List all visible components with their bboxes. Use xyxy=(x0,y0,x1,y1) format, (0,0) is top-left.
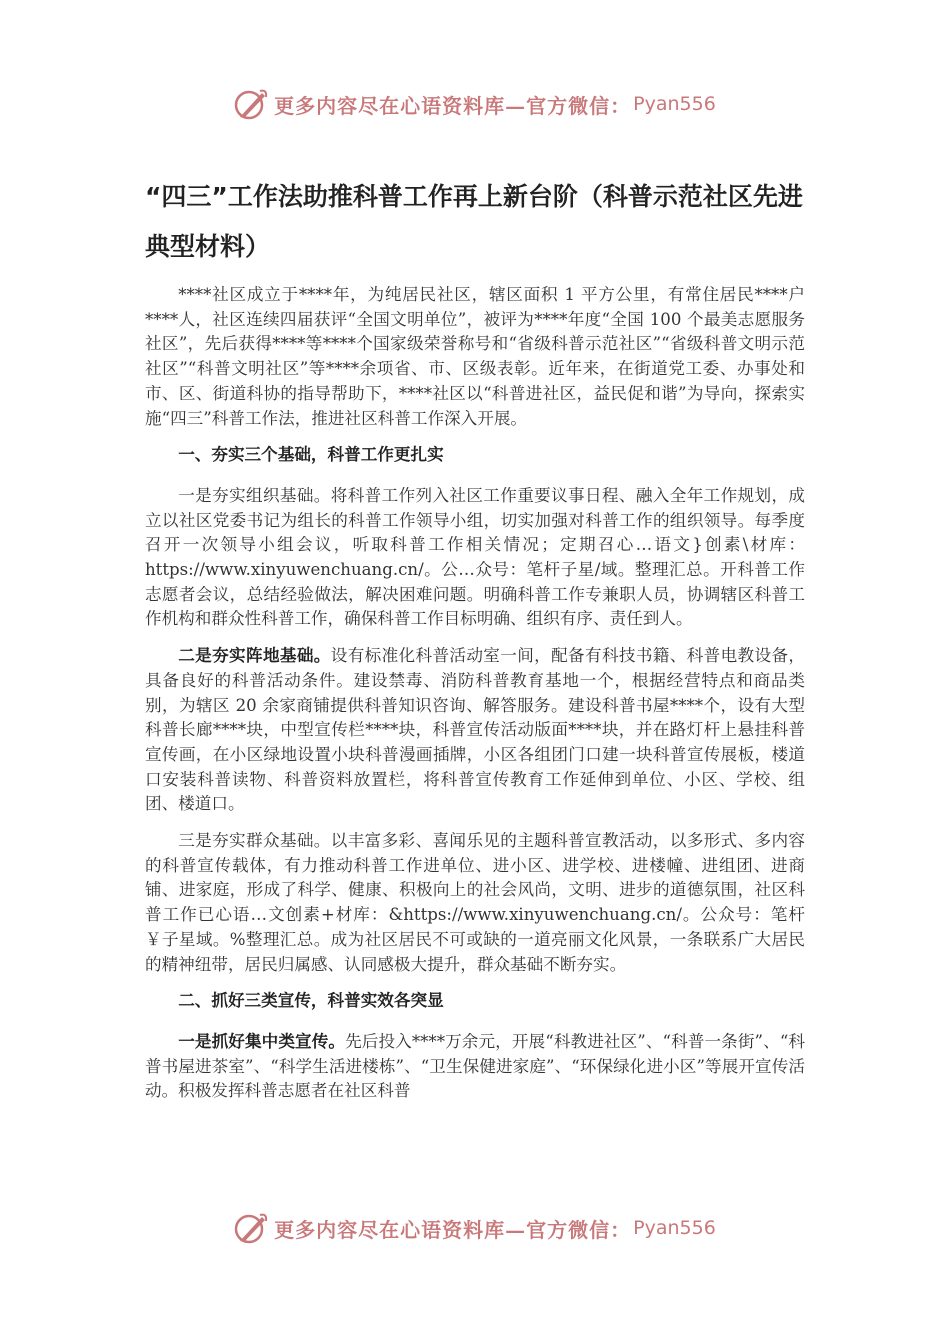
paragraph-centralized-publicity xyxy=(145,1030,805,1104)
paragraph-lead: 二是夯实阵地基础。 xyxy=(178,646,331,666)
intro-paragraph: ****社区成立于****年，为纯居民社区，辖区面积 1 平方公里，有常住居民****户****人，社区连续四届获评“全国文明单位”，被评为****年度“全国 100 个最美志愿服务社区”，先后获得****等****个国家级荣誉称号和“省级科普示范社区”“省级科普文明示范社区”“科普文明社区”等****余项省、市、区级表彰。近年来，在街道党工委、办事处和市、区、街道科协的指导帮助下，****社区以“科普进社区，益民促和谐”为导向，探索实施“四三”科普工作法，推进社区科普工作深入开展。 xyxy=(145,285,805,428)
paragraph-mass-basis: 三是夯实群众基础。以丰富多彩、喜闻乐见的主题科普宣教活动，以多形式、多内容的科普宣传载体，有力推动科普工作进单位、进小区、进学校、进楼幢、进组团、进商铺、进家庭，形成了科学、健康、积极向上的社会风尚，文明、进步的道德氛围，社区科普工作已心语…文创素+材库：&https://www.xinyuwenchuang.cn/。公众号：笔杆￥子星域。%整理汇总。成为社区居民不可或缺的一道亮丽文化风景，一条联系广大居民的精神纽带，居民归属感、认同感极大提升，群众基础不断夯实。 xyxy=(145,831,805,974)
document-title: “四三”工作法助推科普工作再上新台阶（科普示范社区先进典型材料） xyxy=(145,182,803,261)
wechat-id: Pyan556 xyxy=(633,1217,716,1239)
quill-pen-logo-icon xyxy=(234,87,268,121)
paragraph-body: 先后投入****万余元，开展“科教进社区”、“科普一条街”、“科普书屋进茶室”、“科学生活进楼栋”、“卫生保健进家庭”、“环保绿化进小区”等展开宣传活动。积极发挥科普志愿者在社区科普 xyxy=(145,1031,805,1101)
quill-pen-logo-icon xyxy=(234,1211,268,1245)
paragraph-organization-basis: 一是夯实组织基础。将科普工作列入社区工作重要议事日程、融入全年工作规划，成立以社区党委书记为组长的科普工作领导小组，切实加强对科普工作的组织领导。每季度召开一次领导小组会议，听取科普工作相关情况；定期召心…语文}创素\材库：https://www.xinyuwenchuang.cn/。公…众号：笔杆子星/域。整理汇总。开科普工作志愿者会议，总结经验做法，解决困难问题。明确科普工作专兼职人员，协调辖区科普工作机构和群众性科普工作，确保科普工作目标明确、组织有序、责任到人。 xyxy=(145,485,805,629)
section-heading-2: 二、抓好三类宣传，科普实效各突显 xyxy=(178,991,444,1011)
section-heading-1: 一、夯实三个基础，科普工作更扎实 xyxy=(178,445,444,465)
footer-watermark-banner xyxy=(0,1208,950,1248)
wechat-id: Pyan556 xyxy=(633,93,716,115)
document-body xyxy=(145,283,805,1116)
paragraph-body: 设有标准化科普活动室一间，配备有科技书籍、科普电教设备，具备良好的科普活动条件。建设禁毒、消防科普教育基地一个，根据经营特点和商品类别，为辖区 20 余家商铺提供科普知识咨询、解答服务。建设科普书屋****个，设有大型科普长廊****块，中型宣传栏****块，科普宣传活动版面****块，并在路灯杆上悬挂科普宣传画，在小区绿地设置小块科普漫画插牌，小区各组团门口建一块科普宣传展板，楼道口安装科普读物、科普资料放置栏，将科普宣传教育工作延伸到单位、小区、学校、组团、楼道口。 xyxy=(145,646,806,814)
watermark-text: 更多内容尽在心语资料库—官方微信： xyxy=(274,1217,632,1242)
paragraph-lead: 一是抓好集中类宣传。 xyxy=(178,1031,346,1051)
header-watermark-banner xyxy=(0,84,950,124)
watermark-text: 更多内容尽在心语资料库—官方微信： xyxy=(274,93,632,118)
paragraph-position-basis xyxy=(145,644,805,817)
